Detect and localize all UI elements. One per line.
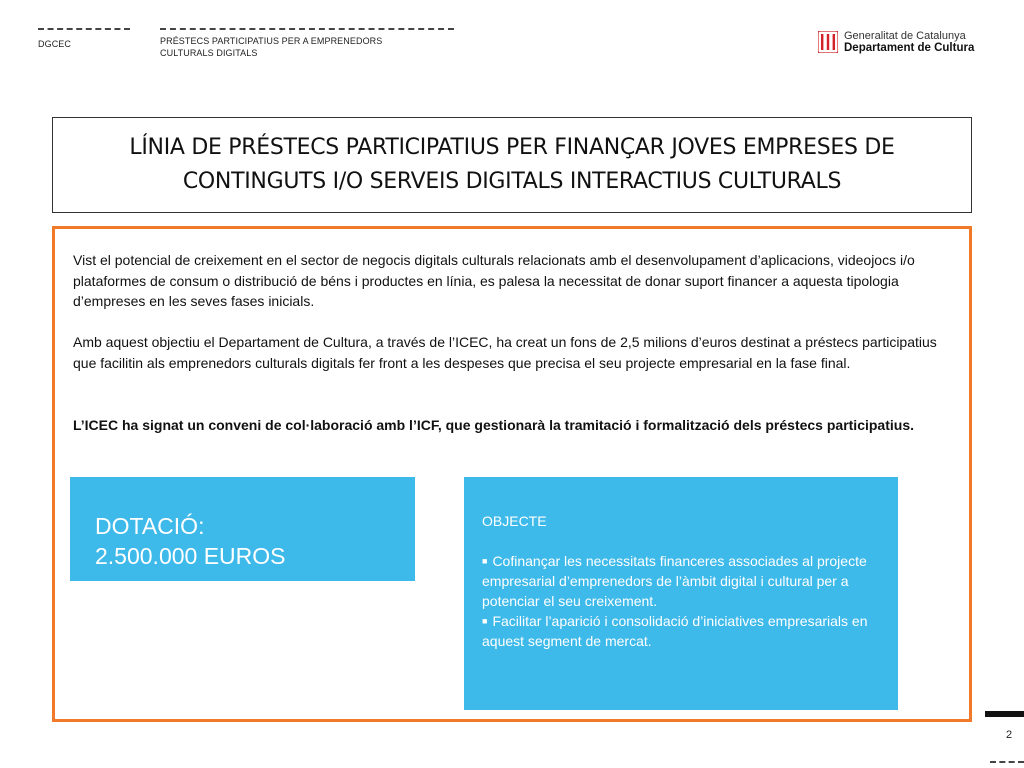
slide-title-line1: LÍNIA DE PRÉSTECS PARTICIPATIUS PER FINANÇAR JOVES EMPRESES DE (129, 135, 895, 160)
header-dash-left (38, 28, 130, 30)
header-dash-right (160, 28, 454, 30)
objecte-list (482, 551, 892, 651)
generalitat-logo (818, 30, 974, 54)
slide-title-line2: CONTINGUTS I/O SERVEIS DIGITALS INTERACTIUS CULTURALS (182, 169, 842, 194)
objecte-item (482, 551, 892, 611)
square-bullet-icon: ■ (482, 616, 488, 626)
body-paragraph-1: Vist el potencial de creixement en el sector de negocis digitals culturals relacionats amb el desenvolupament d’aplicacions, videojocs i/o plataformes de consum o distribució de béns i productes en línia, es palesa la necessitat de donar suport financer a aquesta tipologia d’empreses en les seves fases inicials. (73, 252, 915, 309)
dotacio-panel (70, 477, 415, 581)
footer-dash (990, 761, 1024, 763)
header-project (160, 35, 420, 59)
header-project-line2: CULTURALS DIGITALS (160, 48, 258, 58)
objecte-panel (464, 477, 898, 710)
dotacio-label: DOTACIÓ: (95, 513, 205, 539)
header-org: DGCEC (38, 39, 72, 49)
objecte-item-text: Cofinançar les necessitats financeres associades al projecte empresarial d’emprenedors de l’àmbit digital i cultural per a potenciar el seu creixement. (482, 553, 867, 609)
square-bullet-icon: ■ (482, 556, 488, 566)
logo-line2: Departament de Cultura (844, 42, 975, 54)
dotacio-amount: 2.500.000 EUROS (95, 543, 286, 569)
senyera-emblem-icon (818, 31, 838, 53)
slide-title (129, 131, 894, 199)
slide-title-box (52, 117, 972, 213)
objecte-heading: OBJECTE (482, 513, 547, 529)
page-number: 2 (1006, 729, 1013, 741)
logo-line1: Generalitat de Catalunya (844, 30, 966, 42)
footer-rule (985, 711, 1024, 717)
objecte-item-text: Facilitar l’aparició i consolidació d’iniciatives empresarials en aquest segment de mercat. (482, 613, 868, 649)
body-paragraph-2: Amb aquest objectiu el Departament de Cultura, a través de l’ICEC, ha creat un fons de 2,5 milions d’euros destinat a préstecs participatius que facilitin als emprenedors culturals digitals fer front a les despeses que precisa el seu projecte empresarial en la fase final. (73, 334, 937, 371)
body-paragraph-3: L’ICEC ha signat un conveni de col·laboració amb l’ICF, que gestionarà la tramitació i formalització dels préstecs participatius. (73, 417, 914, 433)
objecte-item (482, 611, 892, 651)
header-project-line1: PRÉSTECS PARTICIPATIUS PER A EMPRENEDORS (160, 36, 383, 46)
